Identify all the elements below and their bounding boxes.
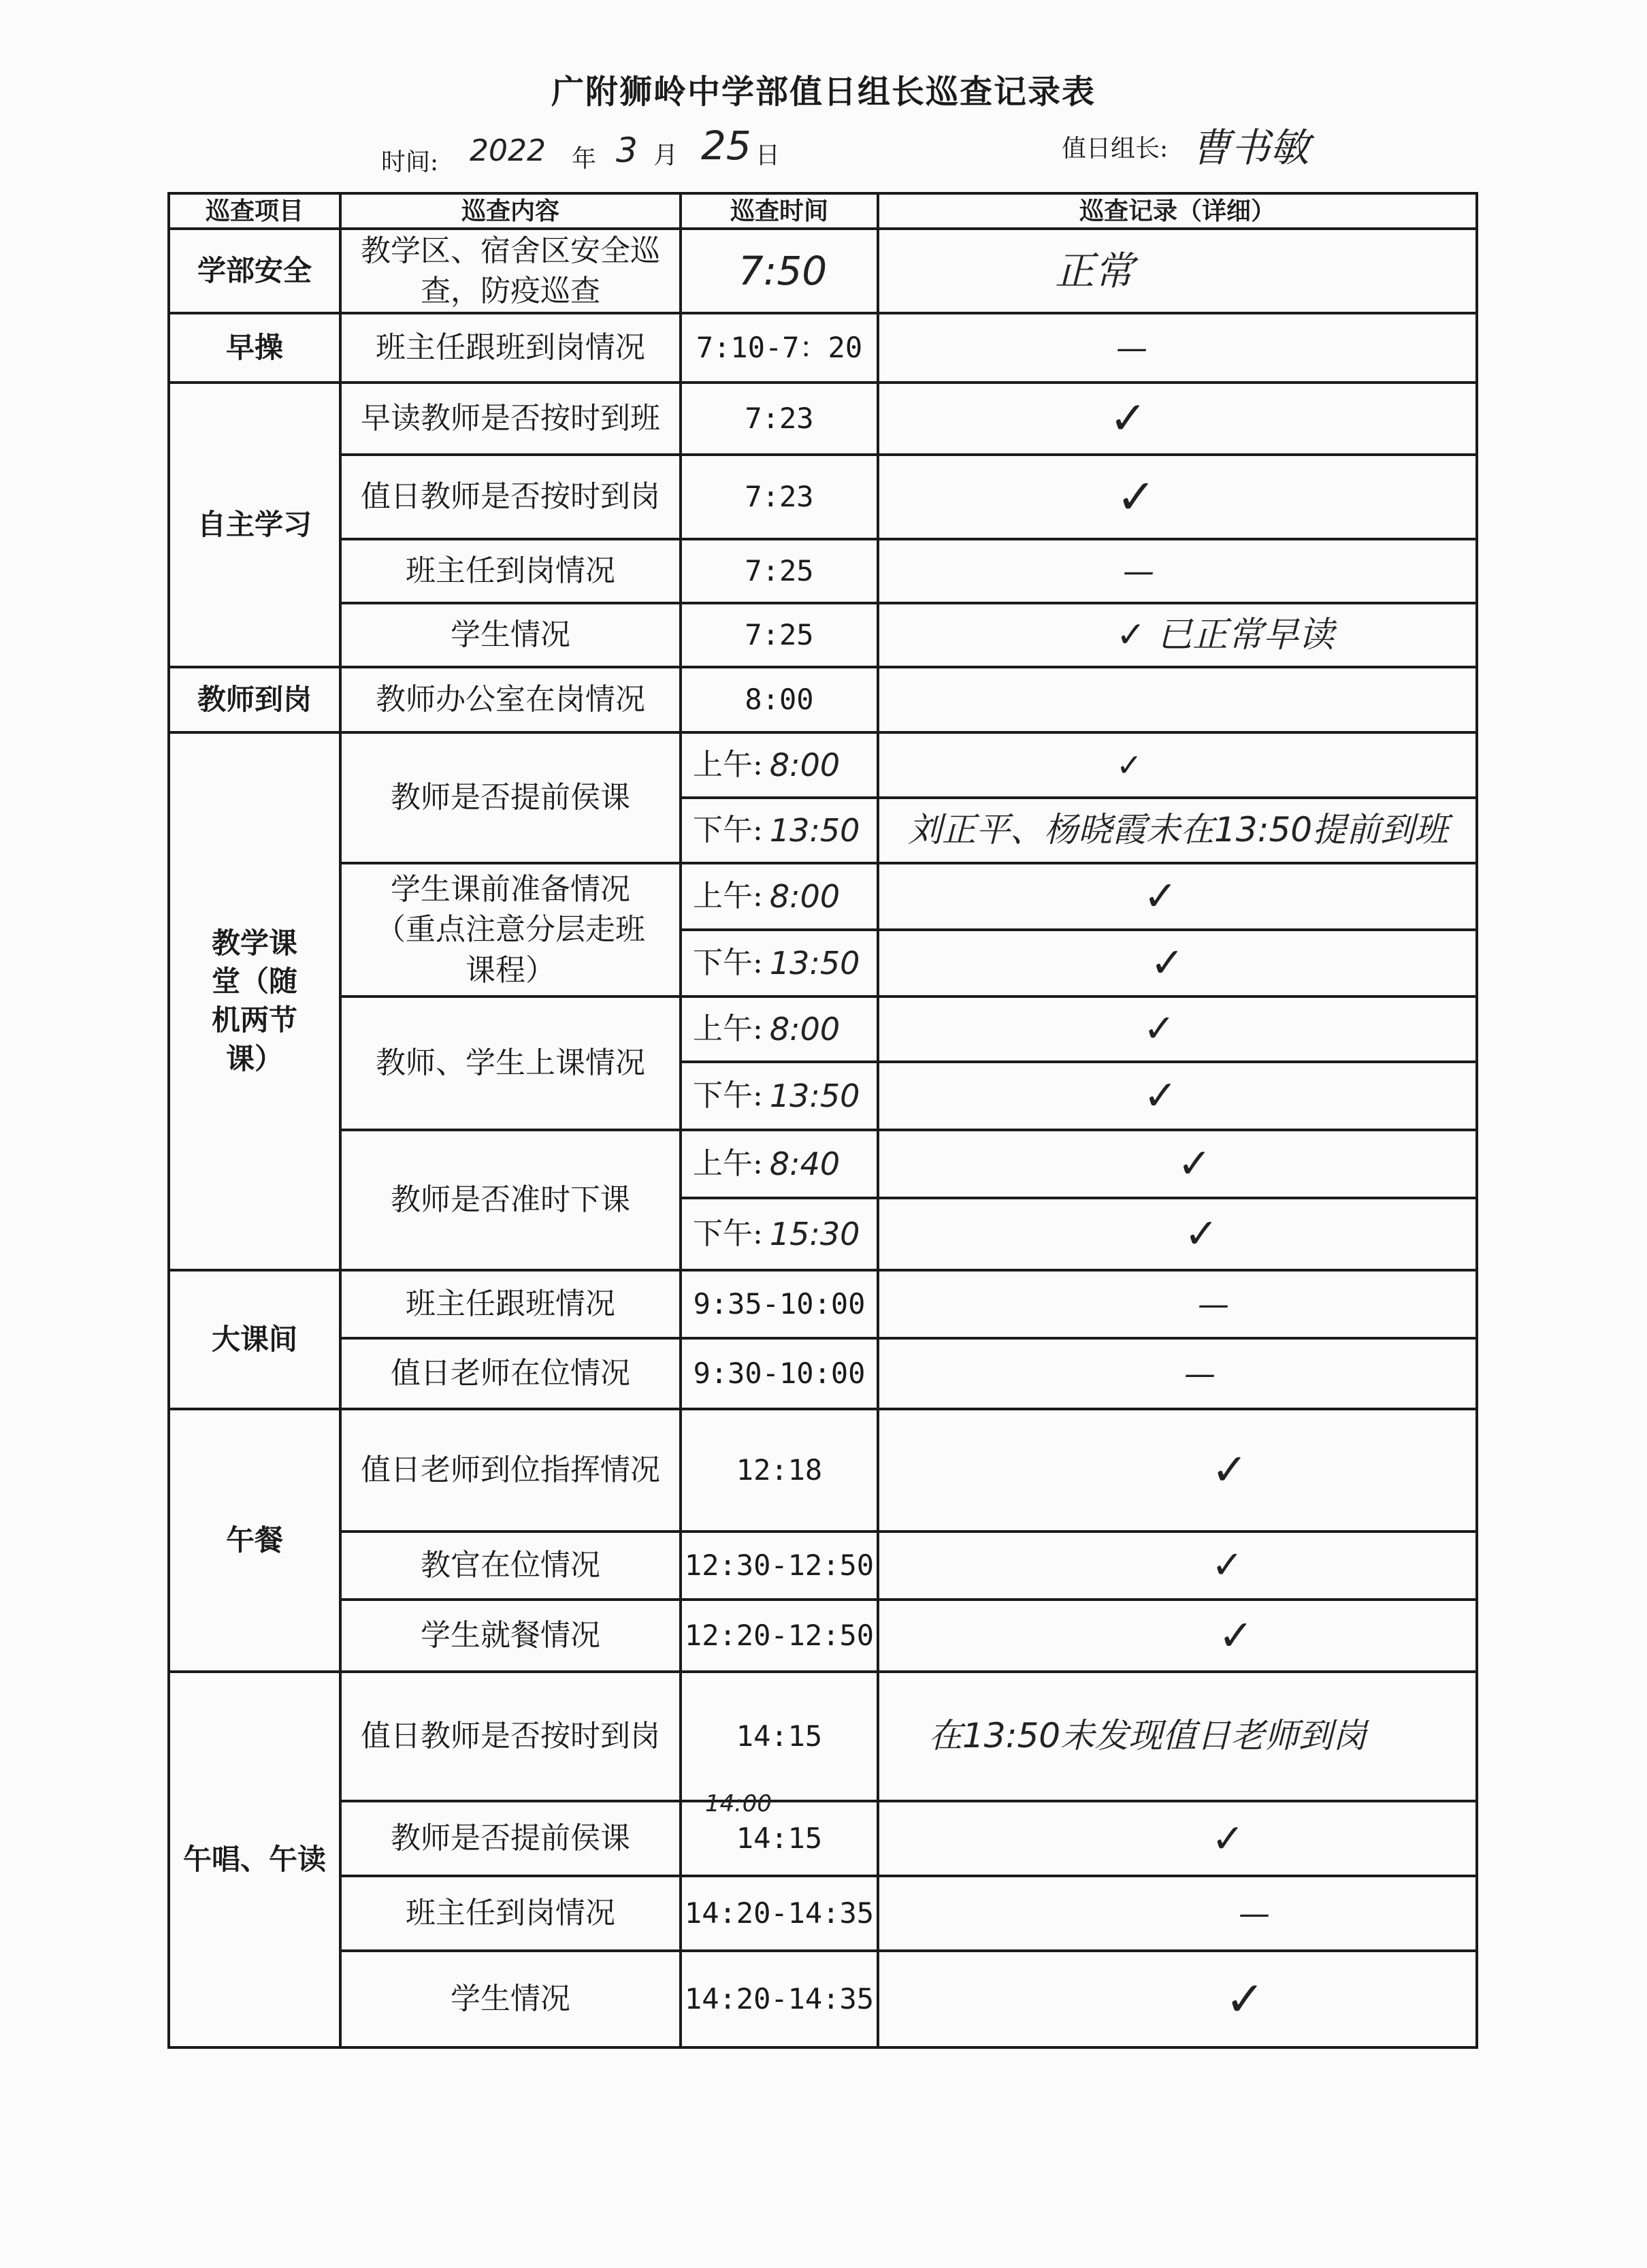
year-label: 年 <box>572 145 597 173</box>
category-safety: 学部安全 <box>197 253 312 287</box>
category-self-study: 自主学习 <box>197 507 312 541</box>
am-record-dismissal: ✓ <box>1177 1139 1212 1188</box>
content-head-teacher-arrival: 班主任到岗情况 <box>406 553 615 589</box>
am-record-class-status: ✓ <box>1143 1007 1175 1052</box>
content-early-wait: 教师是否提前侯课 <box>391 780 630 815</box>
content-duty-teacher-break: 值日老师在位情况 <box>391 1356 630 1391</box>
time-label: 时间: <box>381 148 439 176</box>
record-duty-teacher-break: — <box>1184 1355 1216 1392</box>
time-duty-teacher-lunch: 12:18 <box>736 1453 823 1487</box>
content-class-status: 教师、学生上课情况 <box>376 1046 645 1081</box>
pm-record-preparation: ✓ <box>1150 939 1185 987</box>
day-label: 日 <box>755 142 781 169</box>
leader-label: 值日组长: <box>1062 135 1169 163</box>
record-head-teacher-noon: — <box>1239 1894 1270 1932</box>
record-morning-reading-teacher: ✓ <box>1109 392 1147 445</box>
content-student-preparation: 学生课前准备情况（重点注意分层走班课程） <box>376 871 645 988</box>
time-duty-teacher-noon: 14:15 <box>736 1719 823 1753</box>
record-duty-teacher-noon: 在13:50未发现值日老师到岗 <box>928 1716 1367 1756</box>
pm-time-class-status: 13:50 <box>769 1077 860 1114</box>
category-big-break: 大课间 <box>211 1322 297 1356</box>
am-label: 上午: <box>693 1011 763 1047</box>
pm-time-preparation: 13:50 <box>769 944 860 982</box>
header-time: 巡查时间 <box>730 196 828 225</box>
time-head-teacher-break: 9:35-10:00 <box>693 1286 866 1321</box>
category-noon: 午唱、午读 <box>182 1842 326 1876</box>
record-student-dining: ✓ <box>1218 1610 1254 1661</box>
time-head-teacher-noon: 14:20-14:35 <box>684 1896 875 1930</box>
content-head-teacher-exercise: 班主任跟班到岗情况 <box>376 330 645 366</box>
am-record-preparation: ✓ <box>1143 872 1178 920</box>
category-classroom: 教学课堂（随机两节课） <box>211 926 297 1075</box>
pm-record-dismissal: ✓ <box>1184 1210 1219 1258</box>
page-title: 广附狮岭中学部值日组长巡查记录表 <box>551 73 1096 111</box>
record-head-teacher-exercise: — <box>1116 329 1147 366</box>
content-duty-teacher-arrival: 值日教师是否按时到岗 <box>361 479 660 515</box>
time-instructor-presence: 12:30-12:50 <box>684 1548 875 1582</box>
record-instructor-presence: ✓ <box>1211 1543 1243 1588</box>
time-duty-teacher-arrival: 7:23 <box>745 479 814 513</box>
am-label: 上午: <box>693 1146 763 1182</box>
record-office-presence <box>878 667 1477 732</box>
am-record-early-wait: ✓ <box>1116 746 1143 783</box>
pm-time-dismissal: 15:30 <box>769 1215 860 1252</box>
time-student-dining: 12:20-12:50 <box>684 1618 875 1652</box>
content-instructor-presence: 教官在位情况 <box>421 1548 600 1583</box>
record-duty-teacher-arrival: ✓ <box>1116 468 1156 525</box>
time-morning-reading-teacher: 7:23 <box>745 401 814 435</box>
month-value: 3 <box>616 131 638 170</box>
pm-time-early-wait: 13:50 <box>769 811 860 849</box>
am-label: 上午: <box>693 747 763 783</box>
am-time-class-status: 8:00 <box>769 1010 841 1048</box>
time-duty-teacher-break: 9:30-10:00 <box>693 1356 866 1390</box>
time-early-wait-noon: 14:15 <box>736 1821 823 1855</box>
header-record: 巡查记录（详细） <box>1079 196 1275 225</box>
year-value: 2022 <box>470 133 546 168</box>
time-student-noon: 14:20-14:35 <box>684 1981 875 2015</box>
content-on-time-dismissal: 教师是否准时下课 <box>391 1182 630 1218</box>
record-head-teacher-arrival: — <box>1123 552 1154 589</box>
category-lunch: 午餐 <box>225 1523 283 1557</box>
am-label: 上午: <box>693 879 763 914</box>
pm-label: 下午: <box>693 1216 763 1252</box>
time-office-presence: 8:00 <box>745 682 814 716</box>
pm-record-class-status: ✓ <box>1143 1071 1178 1120</box>
record-student-noon: ✓ <box>1225 1971 1265 2027</box>
content-student-status: 学生情况 <box>451 617 570 653</box>
time-head-teacher-exercise: 7:10-7：20 <box>696 330 863 364</box>
record-head-teacher-break: — <box>1198 1285 1229 1323</box>
pm-label: 下午: <box>693 945 763 981</box>
content-safety-patrol: 教学区、宿舍区安全巡查，防疫巡查 <box>361 233 660 308</box>
content-student-noon: 学生情况 <box>451 1981 570 2017</box>
am-time-dismissal: 8:40 <box>769 1145 841 1182</box>
am-time-early-wait: 8:00 <box>769 746 841 783</box>
pm-label: 下午: <box>693 1078 763 1114</box>
content-duty-teacher-noon: 值日教师是否按时到岗 <box>361 1719 660 1754</box>
content-early-wait-noon: 教师是否提前侯课 <box>391 1821 630 1856</box>
category-teacher-arrival: 教师到岗 <box>197 682 312 716</box>
header-item: 巡查项目 <box>205 196 304 225</box>
content-morning-reading-teacher: 早读教师是否按时到班 <box>361 401 660 436</box>
month-label: 月 <box>653 142 679 169</box>
day-value: 25 <box>701 123 751 169</box>
handwritten-time-note: 14:00 <box>705 1790 772 1817</box>
category-morning-exercise: 早操 <box>225 330 283 364</box>
record-early-wait-noon: ✓ <box>1211 1815 1245 1862</box>
record-student-status: ✓ 已正常早读 <box>1116 614 1335 655</box>
record-duty-teacher-lunch: ✓ <box>1211 1444 1248 1495</box>
header-content: 巡查内容 <box>461 196 559 225</box>
time-student-status: 7:25 <box>745 617 814 651</box>
time-head-teacher-arrival: 7:25 <box>745 553 814 587</box>
time-safety-patrol: 7:50 <box>738 247 828 294</box>
leader-signature: 曹书敏 <box>1191 125 1310 171</box>
content-head-teacher-break: 班主任跟班情况 <box>406 1286 615 1322</box>
content-office-presence: 教师办公室在岗情况 <box>376 682 645 717</box>
pm-label: 下午: <box>693 813 763 848</box>
content-duty-teacher-lunch: 值日老师到位指挥情况 <box>361 1453 660 1488</box>
content-head-teacher-noon: 班主任到岗情况 <box>406 1896 615 1931</box>
am-time-preparation: 8:00 <box>769 877 841 915</box>
content-student-dining: 学生就餐情况 <box>421 1618 600 1653</box>
pm-record-early-wait: 刘正平、杨晓霞未在13:50提前到班 <box>908 810 1449 850</box>
record-safety-patrol: 正常 <box>1055 247 1135 294</box>
